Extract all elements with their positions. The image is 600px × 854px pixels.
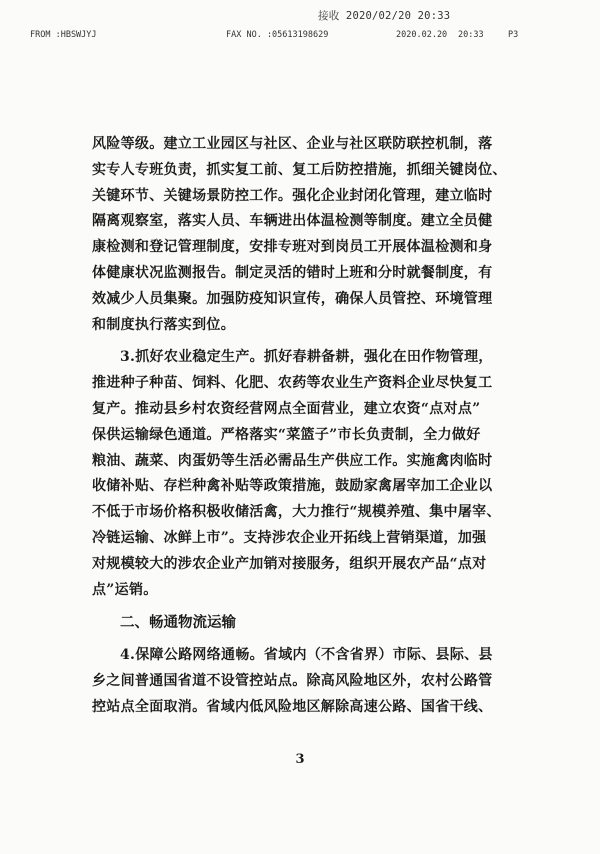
text-line: 点”运销。	[92, 581, 158, 598]
text-line: 复产。推动县乡村农资经营网点全面营业，建立农资“点对点”	[92, 400, 481, 417]
text-line: 粮油、蔬菜、肉蛋奶等生活必需品生产供应工作。实施禽肉临时	[92, 452, 493, 469]
text-line: 体健康状况监测报告。制定灵活的错时上班和分时就餐制度，有	[92, 264, 493, 281]
text-line: 和制度执行落实到位。	[92, 316, 235, 333]
text-line: 康检测和登记管理制度，安排专班对到岗员工开展体温检测和身	[92, 239, 493, 256]
text-line: 风险等级。建立工业园区与社区、企业与社区联防联控机制，落	[92, 136, 493, 152]
paragraph-road-network	[92, 643, 512, 720]
text-line: 实专人专班负责，抓实复工前、复工后防控措施，抓细关键岗位、	[92, 161, 507, 178]
document-body	[92, 132, 512, 721]
fax-page: P3	[508, 30, 519, 40]
paragraph-risk-control	[92, 132, 512, 338]
text-line: 冷链运输、冰鲜上市”。支持涉农企业开拓线上营销渠道，加强	[92, 529, 487, 546]
text-line: 收储补贴、存栏种禽补贴等政策措施，鼓励家禽屠宰加工企业以	[92, 478, 493, 495]
fax-date: 2020.02.20	[396, 30, 448, 40]
fax-number: FAX NO. :05613198629	[226, 30, 329, 40]
text-line: 保供运输绿色通道。严格落实“菜篮子”市长负责制，全力做好	[92, 426, 481, 443]
text-line: 对规模较大的涉农企业产加销对接服务，组织开展农产品“点对	[92, 555, 487, 572]
fax-received-stamp: 接收 2020/02/20 20:33	[318, 10, 451, 22]
fax-from: FROM :HBSWJYJ	[30, 30, 97, 40]
text-line: 不低于市场价格积极收储活禽，大力推行“规模养殖、集中屠宰、	[92, 504, 501, 521]
text-line: 效减少人员集聚。加强防疫知识宣传，确保人员管控、环境管理	[92, 290, 493, 307]
text-line: 3.抓好农业稳定生产。抓好春耕备耕，强化在田作物管理，	[120, 349, 493, 366]
text-line: 隔离观察室，落实人员、车辆进出体温检测等制度。建立全员健	[92, 213, 493, 230]
text-line: 乡之间普通国省道不设管控站点。除高风险地区外，农村公路管	[92, 673, 493, 690]
text-line: 推进种子种苗、饲料、化肥、农药等农业生产资料企业尽快复工	[92, 375, 493, 392]
text-line: 关键环节、关键场景防控工作。强化企业封闭化管理，建立临时	[92, 187, 493, 204]
paragraph-agriculture	[92, 345, 512, 603]
text-line: 控站点全面取消。省域内低风险地区解除高速公路、国省干线、	[92, 698, 493, 715]
fax-time: 20:33	[458, 30, 484, 40]
fax-header	[0, 30, 600, 44]
page-number: 3	[295, 752, 305, 767]
section-heading: 二、畅通物流运输	[120, 615, 236, 632]
text-line: 4.保障公路网络通畅。省域内（不含省界）市际、县际、县	[120, 647, 493, 664]
